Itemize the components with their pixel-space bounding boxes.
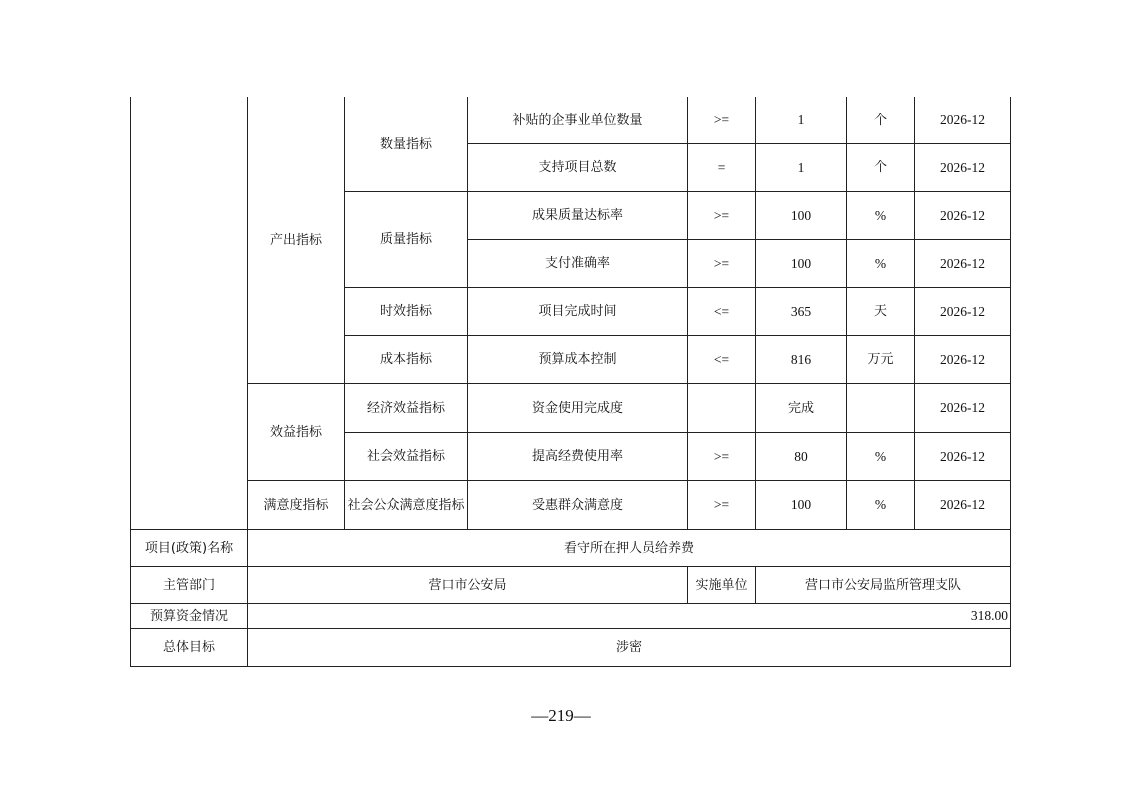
level1-output-label: 产出指标 [269,232,322,248]
indicator-operator: >= [713,448,730,464]
level1-benefit-label: 效益指标 [269,424,322,440]
indicator-deadline: 2026-12 [940,448,985,464]
overall-goal-label: 总体目标 [162,640,215,655]
budget-value: 318.00 [970,608,1008,624]
level2-social-label: 社会效益指标 [366,449,445,464]
indicator-deadline: 2026-12 [940,497,985,513]
indicator-name: 预算成本控制 [538,352,617,367]
indicator-value: 100 [790,497,812,513]
level2-cost-label: 成本指标 [379,352,432,367]
indicator-unit: 个 [873,160,887,175]
indicator-name: 支持项目总数 [538,160,617,175]
level2-quantity-label: 数量指标 [379,136,432,152]
indicator-operator: = [717,159,726,175]
indicator-name: 补贴的企事业单位数量 [512,112,643,128]
indicator-name: 受惠群众满意度 [531,497,623,513]
page-number: —219— [531,706,591,725]
table-border-right [1010,97,1011,667]
indicator-operator: <= [713,303,730,319]
level2-quality-label: 质量指标 [379,232,432,247]
indicator-deadline: 2026-12 [940,207,985,223]
indicator-operator: >= [713,497,730,513]
department-value: 营口市公安局 [428,577,507,593]
indicator-unit: % [874,497,887,513]
indicator-value: 80 [794,448,808,464]
level1-satisfaction-label: 满意度指标 [263,497,329,513]
indicator-deadline: 2026-12 [940,351,985,367]
indicator-unit: 个 [873,112,887,128]
indicator-operator: <= [713,351,730,367]
indicator-value: 100 [790,207,812,223]
indicator-deadline: 2026-12 [940,112,985,128]
indicator-operator: >= [713,255,730,271]
level2-economic-label: 经济效益指标 [366,400,445,416]
indicator-value: 1 [797,112,805,128]
budget-label: 预算资金情况 [149,608,228,624]
indicator-value: 365 [790,303,812,319]
indicator-unit: % [874,448,887,464]
indicator-operator [688,384,755,432]
indicator-value: 100 [790,255,812,271]
indicator-operator: >= [713,207,730,223]
level2-public-satisfaction-label: 社会公众满意度指标 [347,497,465,513]
indicator-value: 1 [797,159,805,175]
indicator-deadline: 2026-12 [940,159,985,175]
indicator-unit: % [874,255,887,271]
indicator-name: 成果质量达标率 [531,208,623,223]
overall-goal-value: 涉密 [615,640,642,655]
project-name-value: 看守所在押人员给养费 [563,540,694,556]
indicator-name: 资金使用完成度 [531,400,623,416]
indicator-name: 支付准确率 [544,256,610,271]
indicator-name: 项目完成时间 [538,304,617,319]
department-label: 主管部门 [162,577,215,593]
table-border-bottom [130,666,1011,667]
indicator-unit: % [874,207,887,223]
indicator-unit: 天 [873,304,887,319]
implementing-unit-label: 实施单位 [695,577,748,593]
indicator-value: 816 [790,351,812,367]
indicator-name: 提高经费使用率 [531,449,623,464]
indicator-deadline: 2026-12 [940,400,985,416]
indicator-deadline: 2026-12 [940,255,985,271]
project-name-label: 项目(政策)名称 [144,540,234,556]
indicator-unit: 万元 [867,352,894,367]
level2-timeliness-label: 时效指标 [379,304,432,319]
indicator-value: 完成 [787,400,814,416]
indicator-deadline: 2026-12 [940,303,985,319]
implementing-unit-value: 营口市公安局监所管理支队 [804,577,961,593]
indicator-operator: >= [713,112,730,128]
indicator-unit [847,384,914,432]
